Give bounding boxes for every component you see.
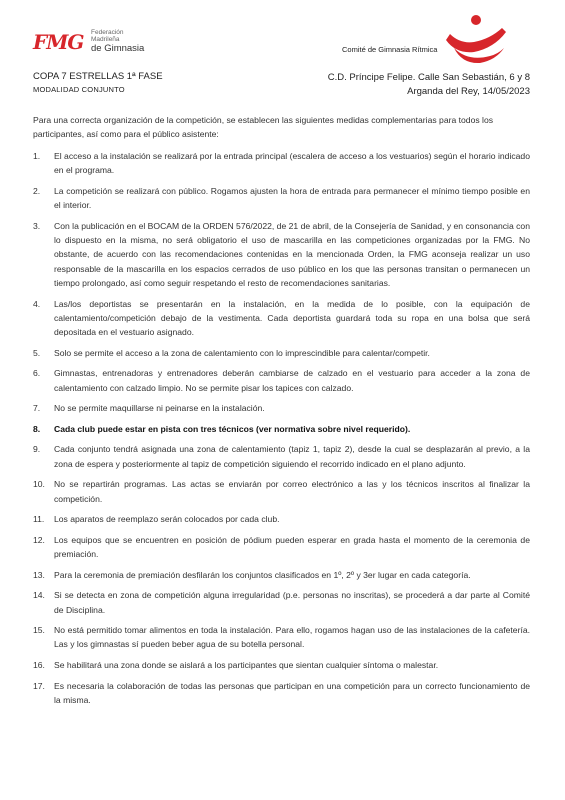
- item-number: 17.: [33, 680, 45, 691]
- list-item: [33, 588, 530, 617]
- item-text: El acceso a la instalación se realizará por la entrada principal (escalera de acceso a los vestuarios) según el horario indicado en el programa.: [54, 151, 530, 176]
- item-text: Cada conjunto tendrá asignada una zona de calentamiento (tapiz 1, tapiz 2), desde la cual se desplazarán al previo, a la zona de espera y posteriormente al tapiz de competición siguiendo el recorrido indicado en el plano adjunto.: [54, 444, 530, 469]
- list-item: [33, 658, 530, 672]
- fmg-logo-line1: Federación Madrileña: [91, 29, 124, 43]
- venue-block: [328, 71, 530, 99]
- item-number: 12.: [33, 534, 45, 545]
- item-number: 9.: [33, 444, 41, 455]
- fmg-logo-text: [91, 30, 153, 54]
- list-item: [33, 477, 530, 506]
- item-number: 13.: [33, 569, 45, 580]
- fmg-logo: [33, 28, 153, 60]
- item-text: No está permitido tomar alimentos en toda la instalación. Para ello, rogamos hagan uso de las instalaciones de la cafetería. Las y los gimnastas sí pueden beber agua de su botella personal.: [54, 625, 530, 650]
- item-text: Es necesaria la colaboración de todas las personas que participan en una competición para un correcto funcionamiento de la misma.: [54, 680, 530, 705]
- fmg-logo-mark: FMG: [33, 30, 84, 54]
- item-text: Cada club puede estar en pista con tres técnicos (ver normativa sobre nivel requerido).: [54, 423, 411, 434]
- item-text: Los equipos que se encuentren en posición de pódium pueden esperar en grada hasta el momento de la ceremonia de premiación.: [54, 534, 530, 560]
- item-number: 10.: [33, 479, 45, 490]
- list-item: [33, 533, 530, 562]
- list-item: [33, 512, 530, 526]
- list-item: [33, 219, 530, 290]
- item-number: 4.: [33, 298, 41, 309]
- item-text: Los aparatos de reemplazo serán colocados por cada club.: [54, 514, 280, 525]
- gymnast-logo-icon: [440, 14, 510, 64]
- item-text: Las/los deportistas se presentarán en la instalación, en la medida de lo posible, con la equipación de calentamiento/competición debajo de la vestimenta. Cada deportista guardará toda su ropa en una bolsa que será depositada en el vestuario asignado.: [54, 298, 530, 338]
- item-text: Para la ceremonia de premiación desfilarán los conjuntos clasificados en 1º, 2º y 3er lugar en cada categoría.: [54, 569, 471, 580]
- location-date: Arganda del Rey, 14/05/2023: [407, 85, 530, 97]
- event-heading: [33, 71, 163, 94]
- item-text: Con la publicación en el BOCAM de la ORDEN 576/2022, de 21 de abril, de la Consejería de Sanidad, y en consonancia con lo dispuesto en la misma, no será obligatorio el uso de mascarilla en las competiciones organizadas por la FMG. No obstante, de acuerdo con las recomendaciones contenidas en la mencionada Orden, la FMG aconseja realizar un uso responsable de la mascarilla en los espacios cerrados de uso público en los que las personas transitan o permanecen un tiempo prolongado, así como seguir respetando el resto de recomendaciones sanitarias.: [54, 220, 530, 288]
- item-number: 15.: [33, 625, 45, 636]
- fmg-logo-line2: de Gimnasia: [91, 42, 145, 54]
- item-text: Si se detecta en zona de competición alguna irregularidad (p.e. personas no inscritas), se procederá a dar parte al Comité de Disciplina.: [54, 590, 530, 615]
- item-number: 16.: [33, 660, 45, 671]
- item-number: 6.: [33, 368, 41, 379]
- item-text: Solo se permite el acceso a la zona de calentamiento con lo imprescindible para calentar/competir.: [54, 347, 430, 358]
- list-item: [33, 366, 530, 395]
- list-item: [33, 297, 530, 340]
- list-item: [33, 442, 530, 471]
- measures-list: [33, 149, 530, 714]
- item-number: 7.: [33, 403, 41, 414]
- intro-paragraph: Para una correcta organización de la competición, se establecen las siguientes medidas complementarias para todos los participantes, así como para el público asistente:: [33, 115, 494, 139]
- list-item: [33, 679, 530, 708]
- list-item: [33, 623, 530, 652]
- item-number: 3.: [33, 220, 41, 231]
- item-text: Se habilitará una zona donde se aislará a los participantes que sientan cualquier síntoma o malestar.: [54, 660, 439, 671]
- list-item: [33, 149, 530, 178]
- item-number: 5.: [33, 347, 41, 358]
- item-text: Gimnastas, entrenadoras y entrenadores deberán cambiarse de calzado en el vestuario para acceder a la zona de calentamiento con calzado limpio. No se permite pisar los tapices con calzado.: [54, 368, 530, 393]
- list-item: [33, 184, 530, 213]
- item-number: 8.: [33, 423, 41, 434]
- list-item: [33, 568, 530, 582]
- item-text: No se permite maquillarse ni peinarse en la instalación.: [54, 403, 265, 414]
- item-text: La competición se realizará con público. Rogamos ajusten la hora de entrada para permanecer el mínimo tiempo posible en el interior.: [54, 185, 530, 211]
- item-number: 11.: [33, 514, 45, 525]
- committee-label: Comité de Gimnasia Rítmica: [342, 45, 438, 54]
- event-mode: MODALIDAD CONJUNTO: [33, 85, 125, 94]
- venue-address: C.D. Príncipe Felipe. Calle San Sebastián, 6 y 8: [327, 72, 530, 83]
- event-title: COPA 7 ESTRELLAS 1ª FASE: [33, 71, 163, 82]
- list-item: [33, 401, 530, 415]
- item-number: 14.: [33, 590, 45, 601]
- list-item: [33, 422, 530, 436]
- item-number: 2.: [33, 185, 41, 196]
- item-text: No se repartirán programas. Las actas se enviarán por correo electrónico a las y los técnicos inscritos al finalizar la competición.: [54, 479, 530, 504]
- list-item: [33, 346, 530, 360]
- item-number: 1.: [33, 151, 41, 161]
